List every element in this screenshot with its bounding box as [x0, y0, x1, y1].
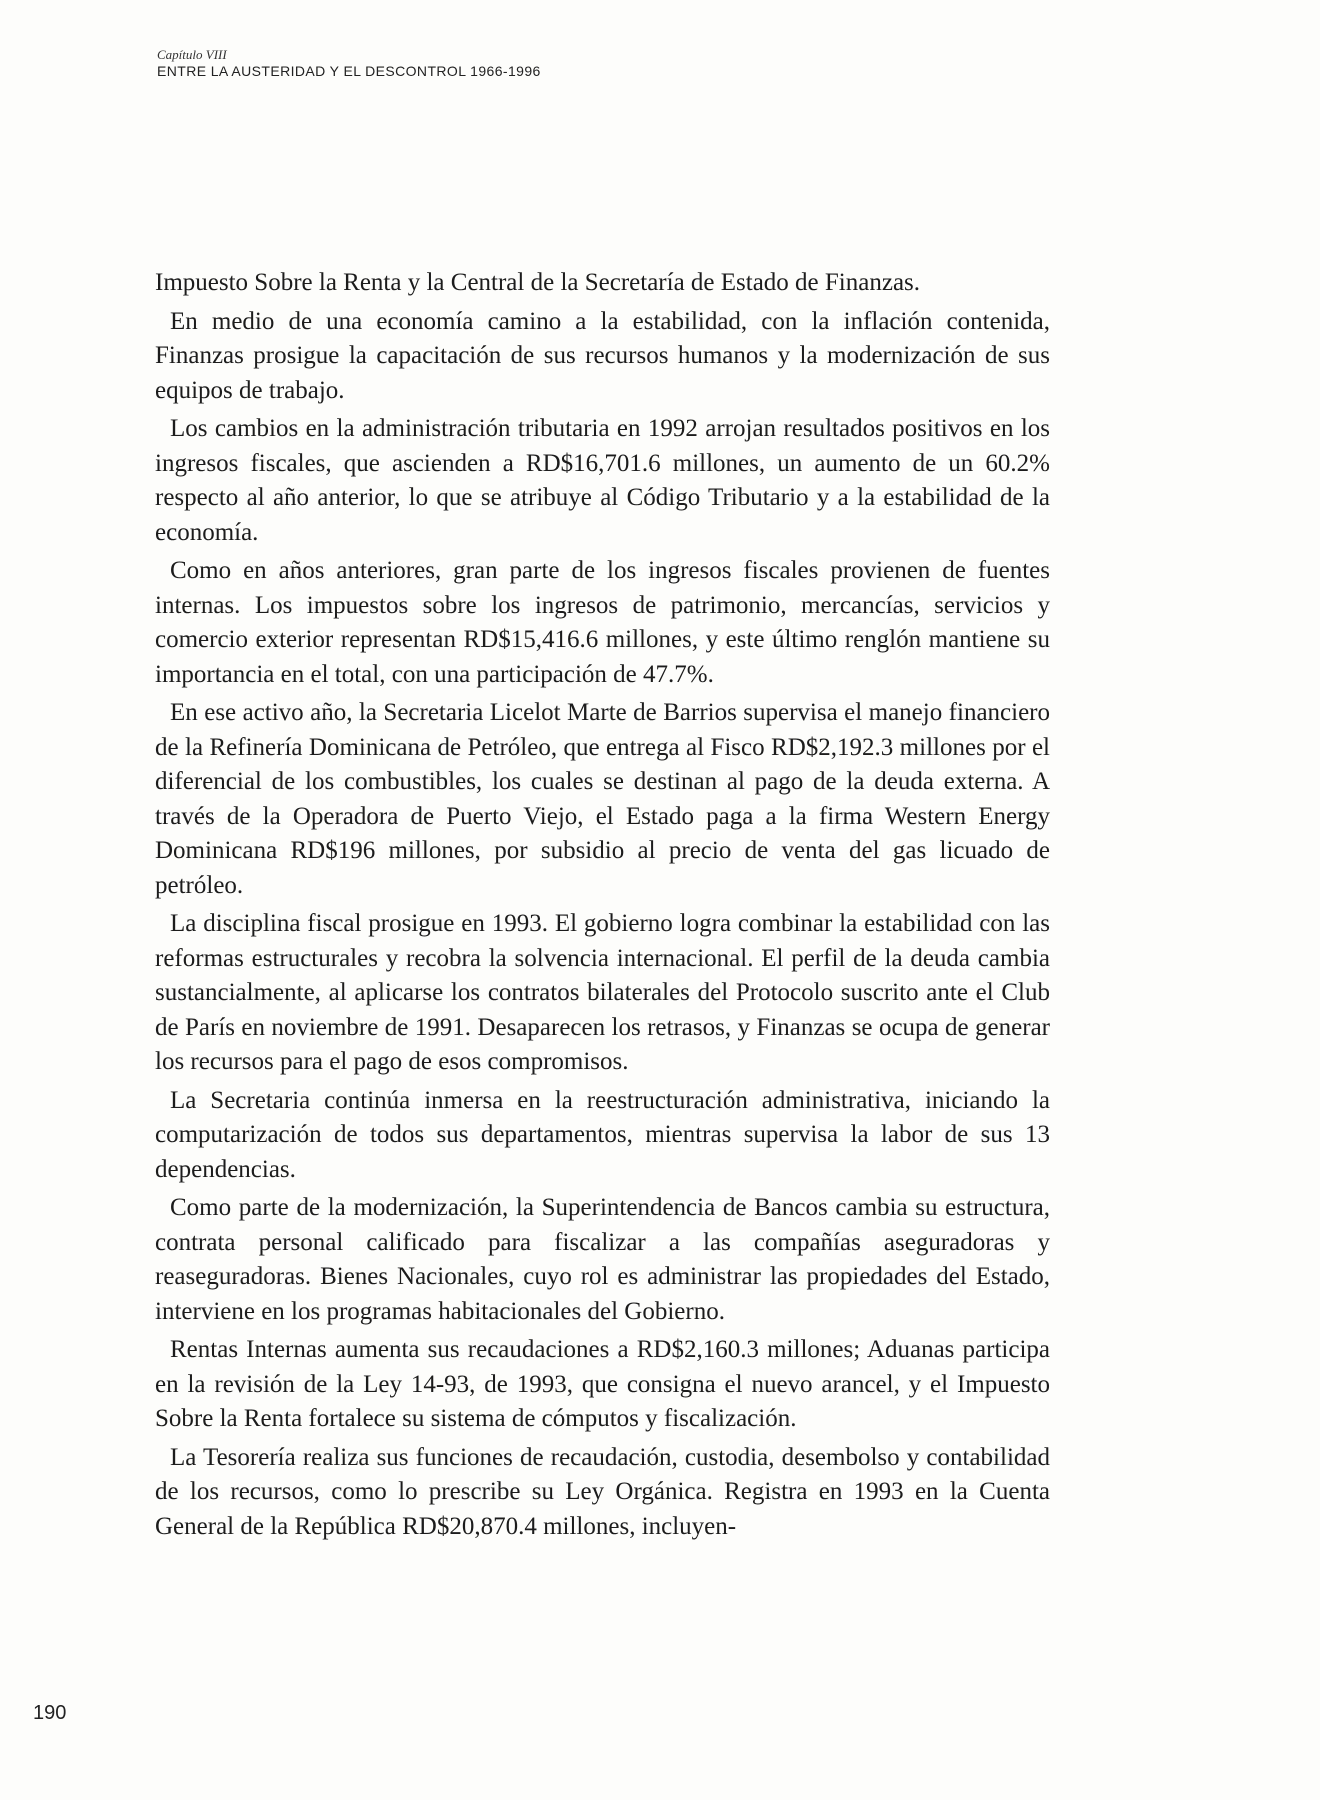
paragraph-4: Como en años anteriores, gran parte de los ingresos fiscales provienen de fuentes internas. Los impuestos sobre los ingresos de patrimonio, mercancías, servicios y comercio exterior representan RD$15,416.6 millones, y este último renglón mantiene su importancia en el total, con una participación de 47.7%. [155, 557, 1050, 688]
chapter-label: Capítulo VIII [157, 47, 227, 62]
paragraph-10: La Tesorería realiza sus funciones de recaudación, custodia, desembolso y contabilidad de los recursos, como lo prescribe su Ley Orgánica. Registra en 1993 en la Cuenta General de la República RD$20,870.4 millones, incluyen- [155, 1443, 1050, 1540]
paragraph-9: Rentas Internas aumenta sus recaudaciones a RD$2,160.3 millones; Aduanas participa en la revisión de la Ley 14-93, de 1993, que consigna el nuevo arancel, y el Impuesto Sobre la Renta fortalece su sistema de cómputos y fiscalización. [155, 1336, 1050, 1432]
running-header [157, 48, 541, 79]
paragraph-3: Los cambios en la administración tributaria en 1992 arrojan resultados positivos en los ingresos fiscales, que ascienden a RD$16,701.6 millones, un aumento de un 60.2% respecto al año anterior, lo que se atribuye al Código Tributario y a la estabilidad de la economía. [155, 415, 1050, 546]
paragraph-1: Impuesto Sobre la Renta y la Central de la Secretaría de Estado de Finanzas. [155, 269, 921, 296]
page-number: 190 [33, 1702, 67, 1724]
paragraph-6: La disciplina fiscal prosigue en 1993. El gobierno logra combinar la estabilidad con las reformas estructurales y recobra la solvencia internacional. El perfil de la deuda cambia sustancialmente, al aplicarse los contratos bilaterales del Protocolo suscrito ante el Club de París en noviembre de 1991. Desaparecen los retrasos, y Finanzas se ocupa de generar los recursos para el pago de esos compromisos. [155, 910, 1050, 1075]
paragraph-5: En ese activo año, la Secretaria Licelot Marte de Barrios supervisa el manejo financiero de la Refinería Dominicana de Petróleo, que entrega al Fisco RD$2,192.3 millones por el diferencial de los combustibles, los cuales se destinan al pago de la deuda externa. A través de la Operadora de Puerto Viejo, el Estado paga a la firma Western Energy Dominicana RD$196 millones, por subsidio al precio de venta del gas licuado de petróleo. [155, 699, 1050, 899]
chapter-title: ENTRE LA AUSTERIDAD Y EL DESCONTROL 1966-1996 [157, 62, 541, 79]
body-text [155, 266, 1050, 1548]
paragraph-2: En medio de una economía camino a la estabilidad, con la inflación contenida, Finanzas prosigue la capacitación de sus recursos humanos y la modernización de sus equipos de trabajo. [155, 307, 1050, 404]
paragraph-7: La Secretaria continúa inmersa en la reestructuración administrativa, iniciando la computarización de todos sus departamentos, mientras supervisa la labor de sus 13 dependencias. [155, 1086, 1050, 1183]
paragraph-8: Como parte de la modernización, la Superintendencia de Bancos cambia su estructura, contrata personal calificado para fiscalizar a las compañías aseguradoras y reaseguradoras. Bienes Nacionales, cuyo rol es administrar las propiedades del Estado, interviene en los programas habitacionales del Gobierno. [155, 1194, 1050, 1325]
